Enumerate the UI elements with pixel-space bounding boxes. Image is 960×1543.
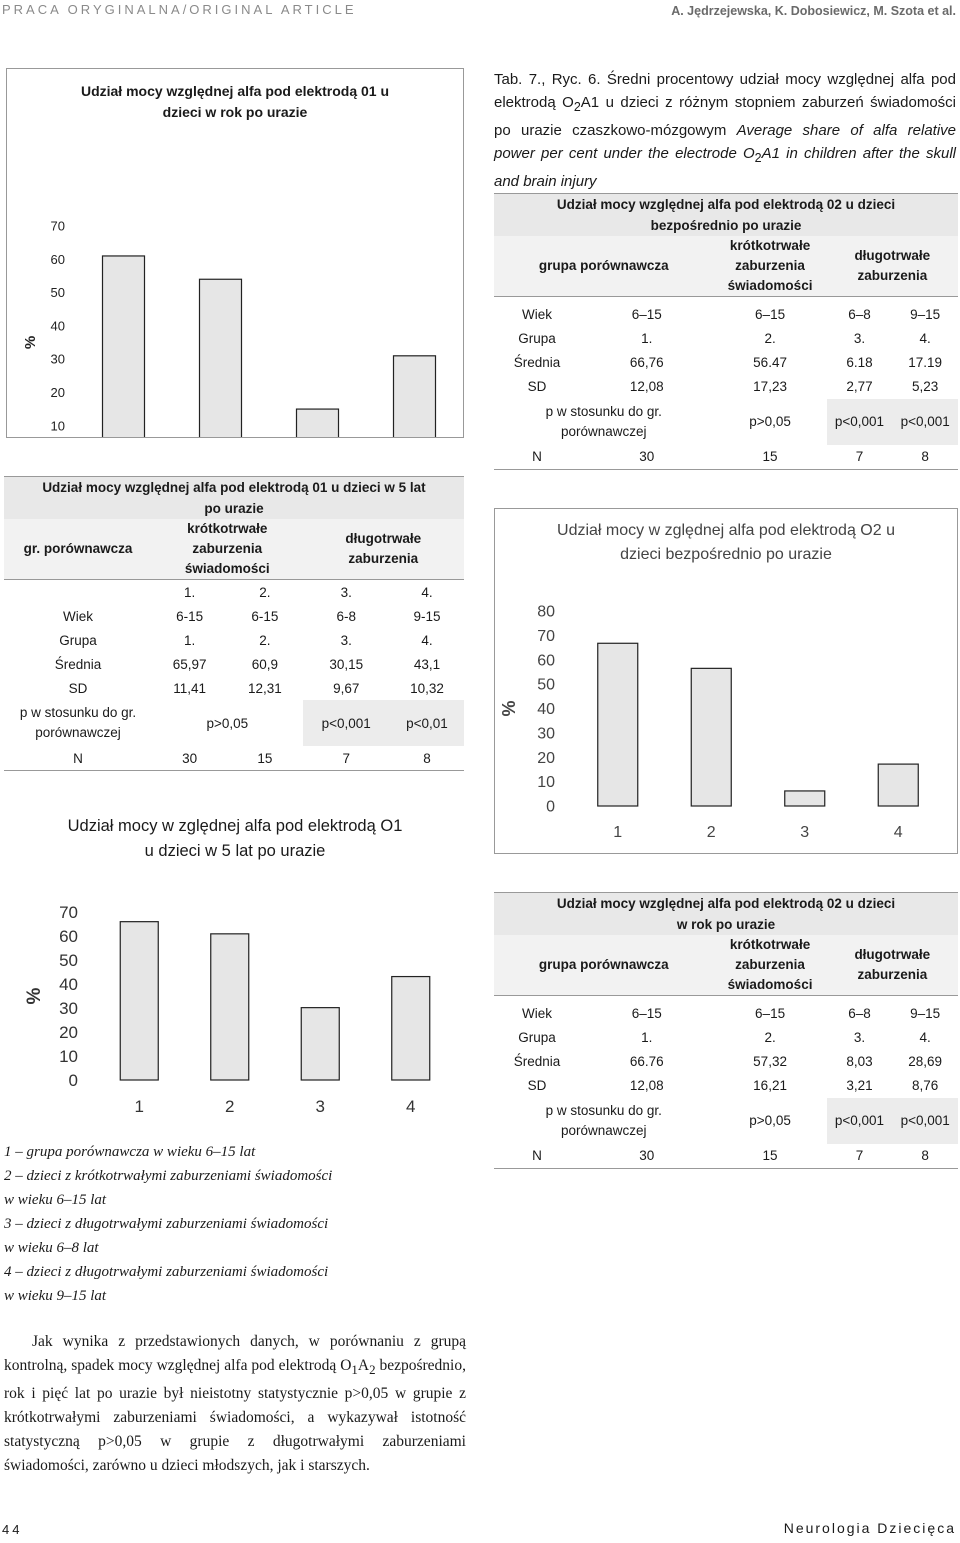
chart-alpha-O1-five-years [4, 802, 466, 1132]
p-value-long-young: p<0,001 [303, 700, 390, 746]
cell: 8 [390, 746, 464, 771]
cell: 1. [184, 632, 196, 648]
cell: 15 [713, 1144, 826, 1169]
p-label-2: porównawczej [560, 423, 647, 439]
cell: 57,32 [753, 1054, 787, 1069]
header-control: gr. porównawcza [23, 541, 133, 556]
header-long-2: zaburzenia [857, 268, 928, 283]
legend-item: 1 – grupa porównawcza w wieku 6–15 lat [4, 1144, 256, 1160]
cell: 17.19 [908, 355, 943, 370]
table-title-line1: Udział mocy względnej alfa pod elektrodą 02 u dzieci [556, 896, 896, 911]
cell: N [494, 445, 580, 470]
legend-item: w wieku 6–8 lat [4, 1240, 99, 1256]
x-tick-label: 3 [800, 824, 810, 841]
y-axis-label: % [22, 335, 39, 350]
chart-plot [7, 69, 463, 437]
y-tick-label: 0 [68, 1070, 78, 1090]
cell: 7 [827, 1144, 893, 1169]
x-tick-label: 3 [315, 1097, 325, 1116]
header-short-2: zaburzenia [192, 541, 263, 556]
chart-title-line1: Udział mocy w zględnej alfa pod elektrodą O1 [67, 817, 403, 835]
p-value-long-old: p<0,001 [892, 399, 958, 445]
cell: 9–15 [910, 307, 941, 322]
header-short-3: świadomości [184, 561, 270, 576]
p-label-1: p w stosunku do gr. [545, 403, 662, 419]
cell: 6–15 [631, 307, 662, 322]
chart-title-line2: dzieci bezpośrednio po urazie [620, 546, 832, 563]
y-tick-label: 10 [59, 1046, 78, 1066]
p-value-long-old: p<0,001 [892, 1098, 958, 1144]
table-row-p [494, 1098, 958, 1144]
legend-item: 3 – dzieci z długotrwałymi zaburzeniami świadomości [4, 1216, 329, 1232]
bar [211, 934, 249, 1080]
x-tick-label: 2 [225, 1097, 235, 1116]
cell: 43,1 [413, 656, 441, 672]
table-row-p [4, 700, 464, 746]
table-row [494, 1074, 958, 1098]
header-control: grupa porównawcza [538, 258, 669, 273]
p-value-short: p>0,05 [749, 414, 791, 429]
cell: 60,9 [251, 656, 279, 672]
x-tick-label: 1 [613, 824, 623, 841]
cell: 8,03 [846, 1054, 873, 1069]
y-tick-label: 10 [50, 418, 65, 434]
y-axis-label: % [24, 987, 45, 1005]
cell: 9-15 [413, 608, 441, 624]
table-row [494, 303, 958, 327]
table-row-n [494, 445, 958, 470]
journal-name: Neurologia Dziecięca [783, 1520, 956, 1536]
header-short-1: krótkotrwałe [729, 238, 811, 253]
table-row [494, 375, 958, 399]
cell: 7 [827, 445, 893, 470]
y-tick-label: 70 [59, 902, 78, 922]
bar [878, 764, 918, 806]
cell: 11,41 [173, 680, 207, 696]
cell: 9–15 [910, 1006, 941, 1021]
caption-text: A1 u dzieci z różnym stopniem zaburzeń świadomości po urazie czaszkowo-mózgowym [494, 94, 957, 139]
table-title-line2: po urazie [204, 501, 264, 516]
cell: 30 [152, 746, 227, 771]
bar [598, 643, 638, 806]
cell: 2. [764, 1030, 776, 1045]
legend-item: w wieku 6–15 lat [4, 1192, 107, 1208]
cell: Wiek [522, 307, 552, 322]
y-tick-label: 40 [59, 974, 78, 994]
cell: 12,08 [629, 1078, 664, 1093]
cell: 1. [641, 1030, 653, 1045]
y-tick-label: 0 [546, 798, 555, 816]
cell: 17,23 [753, 379, 787, 394]
cell: Wiek [522, 1006, 552, 1021]
y-tick-label: 50 [50, 285, 65, 301]
y-tick-label: 20 [50, 384, 65, 400]
header-long-2: zaburzenia [348, 551, 419, 566]
bar [691, 668, 731, 806]
header-control: grupa porównawcza [538, 957, 669, 972]
cell: 15 [227, 746, 302, 771]
x-tick-label: 4 [893, 824, 903, 841]
cell: 6-15 [251, 608, 279, 624]
cell: N [4, 746, 152, 771]
cell: Wiek [63, 608, 93, 624]
bar [120, 922, 158, 1080]
cell: Grupa [518, 1030, 556, 1045]
p-value-long-young: p<0,001 [827, 1098, 893, 1144]
bar [297, 409, 339, 437]
cell: 1. [641, 331, 653, 346]
cell: 3. [340, 584, 352, 600]
cell: 3. [853, 331, 866, 346]
subscript: 2 [369, 1362, 376, 1378]
cell: 30,15 [329, 656, 364, 672]
page-number: 44 [2, 1522, 23, 1537]
chart-plot [495, 509, 957, 853]
header-short-1: krótkotrwałe [729, 937, 811, 952]
body-paragraph [4, 1330, 466, 1478]
p-value-long-young: p<0,001 [827, 399, 893, 445]
cell: SD [68, 680, 88, 696]
cell [4, 580, 152, 605]
cell: 6–15 [631, 1006, 662, 1021]
bar [394, 356, 436, 437]
cell: 8 [892, 1144, 958, 1169]
cell: 6-15 [176, 608, 204, 624]
table-title-line2: bezpośrednio po urazie [650, 218, 802, 233]
cell: 4. [919, 1030, 931, 1045]
x-tick-label: 2 [706, 824, 716, 841]
p-value-short: p>0,05 [749, 1113, 791, 1128]
p-label-1: p w stosunku do gr. [545, 1102, 662, 1118]
table-alpha-01-five-years [4, 476, 464, 771]
header-short-2: zaburzenia [735, 258, 805, 273]
y-tick-label: 40 [50, 318, 65, 334]
bar [200, 279, 242, 437]
cell: 6-8 [336, 608, 356, 624]
caption-english: Average share of alfa relative power per cent under the electrode O [494, 122, 957, 162]
header-short-3: świadomości [727, 278, 813, 293]
cell: 2. [764, 331, 776, 346]
y-tick-label: 60 [59, 926, 78, 946]
y-tick-label: 70 [50, 218, 65, 234]
table-row-p [494, 399, 958, 445]
y-tick-label: 60 [50, 251, 65, 267]
p-label-1: p w stosunku do gr. [19, 705, 137, 720]
header-long-1: długotrwałe [345, 531, 422, 546]
bar [301, 1008, 339, 1080]
cell: 10,32 [410, 680, 444, 696]
chart-title-line1: Udział mocy względnej alfa pod elektrodą 01 u [80, 83, 390, 99]
table-title-line1: Udział mocy względnej alfa pod elektrodą 02 u dzieci [556, 197, 896, 212]
p-label-2: porównawczej [560, 1122, 647, 1138]
table-title-line2: w rok po urazie [676, 917, 776, 932]
header-short-3: świadomości [727, 977, 813, 992]
header-long-2: zaburzenia [857, 967, 928, 982]
table-row [4, 604, 464, 628]
cell: 66.76 [629, 1054, 664, 1069]
header-short-1: krótkotrwałe [187, 521, 268, 536]
cell: 2,77 [846, 379, 873, 394]
y-tick-label: 10 [537, 774, 555, 792]
cell: 30 [580, 445, 713, 470]
chart-title-line1: Udział mocy w zględnej alfa pod elektrodą O2 u [557, 522, 895, 539]
caption-text: Tab. 7., Ryc. 6. Średni procentowy udział mocy względnej alfa pod elektrodą O [494, 71, 956, 111]
chart-alpha-O2-immediate [494, 508, 958, 854]
bar [103, 256, 145, 437]
cell: 4. [421, 584, 433, 600]
table-alpha-02-immediate [494, 193, 958, 470]
table-row [4, 652, 464, 676]
cell: Grupa [59, 632, 97, 648]
cell: 56.47 [753, 355, 787, 370]
cell: 8 [892, 445, 958, 470]
y-tick-label: 50 [537, 676, 555, 694]
cell: 9,67 [333, 680, 360, 696]
subscript: 1 [351, 1362, 358, 1378]
cell: SD [527, 379, 547, 394]
cell: 66,76 [629, 355, 664, 370]
p-value-long-old: p<0,01 [390, 700, 464, 746]
body-text-2: A [357, 1357, 370, 1374]
author-header: A. Jędrzejewska, K. Dobosiewicz, M. Szota et al. [671, 4, 956, 18]
y-tick-label: 30 [59, 998, 78, 1018]
legend [4, 1140, 474, 1308]
section-label: PRACA ORYGINALNA/ORIGINAL ARTICLE [2, 2, 357, 17]
table-row [4, 628, 464, 652]
x-tick-label: 4 [406, 1097, 416, 1116]
cell: 3. [853, 1030, 866, 1045]
legend-item: 2 – dzieci z krótkotrwałymi zaburzeniami świadomości [4, 1168, 333, 1184]
cell: Grupa [518, 331, 556, 346]
y-tick-label: 20 [537, 749, 555, 767]
cell: 6.18 [846, 355, 873, 370]
chart-title-line2: u dzieci w 5 lat po urazie [144, 842, 326, 860]
y-tick-label: 30 [537, 725, 555, 743]
table-row-n [4, 746, 464, 771]
cell: 12,08 [629, 379, 664, 394]
x-tick-label: 1 [134, 1097, 144, 1116]
y-tick-label: 50 [59, 950, 78, 970]
y-axis-label: % [499, 700, 519, 717]
table-row [494, 351, 958, 375]
subscript: 2 [754, 151, 762, 165]
y-tick-label: 30 [50, 351, 65, 367]
cell: Średnia [54, 656, 102, 672]
cell: 8,76 [912, 1078, 939, 1093]
table-row [494, 1002, 958, 1026]
table-row [4, 676, 464, 700]
table-row [494, 1026, 958, 1050]
cell: 65,97 [172, 656, 207, 672]
y-tick-label: 70 [537, 627, 555, 645]
legend-item: 4 – dzieci z długotrwałymi zaburzeniami świadomości [4, 1264, 329, 1280]
header-short-2: zaburzenia [735, 957, 805, 972]
cell: 28,69 [908, 1054, 943, 1069]
table-row-n [494, 1144, 958, 1169]
cell: 7 [303, 746, 390, 771]
cell: 6–8 [848, 307, 871, 322]
body-text-3: bezpośrednio, rok i pięć lat po urazie był nieistotny statystycznie p>0,05 w grupie z krótkotrwałymi zaburzeniami świadomości, a wykazywał istotność statystyczną p>0,05 w grupie z długotrwałymi zaburzeniami świadomości, zarówno u dzieci młodszych, jak i starszych. [4, 1357, 466, 1475]
cell: 6–15 [755, 307, 786, 322]
cell: 4. [421, 632, 433, 648]
table-row [494, 327, 958, 351]
cell: Średnia [513, 1054, 561, 1069]
cell: 5,23 [912, 379, 939, 394]
p-value-short: p>0,05 [206, 715, 249, 731]
subscript: 2 [573, 100, 581, 114]
cell: 4. [919, 331, 931, 346]
header-long-1: długotrwałe [854, 947, 931, 962]
chart-title-line2: dzieci w rok po urazie [162, 104, 308, 120]
cell: 2. [259, 632, 271, 648]
y-tick-label: 20 [59, 1022, 78, 1042]
cell: 3,21 [846, 1078, 873, 1093]
y-tick-label: 80 [537, 603, 555, 621]
table-row [4, 580, 464, 605]
legend-item: w wieku 9–15 lat [4, 1288, 107, 1304]
bar [785, 791, 825, 806]
chart-alpha-01-one-year [6, 68, 464, 438]
cell: 12,31 [248, 680, 282, 696]
cell: 3. [340, 632, 352, 648]
body-text-1: Jak wynika z przedstawionych danych, w porównaniu z grupą kontrolną, spadek mocy względnej alfa pod elektrodą O [4, 1333, 466, 1374]
cell: 15 [713, 445, 826, 470]
cell: 1. [184, 584, 196, 600]
cell: 30 [580, 1144, 713, 1169]
figure-caption [494, 68, 956, 193]
header-long-1: długotrwałe [854, 248, 931, 263]
cell: 6–8 [848, 1006, 871, 1021]
chart-plot [4, 802, 466, 1132]
cell: 16,21 [753, 1078, 787, 1093]
y-tick-label: 60 [537, 652, 555, 670]
caption-english-tail: A1 in children after the skull and brain injury [494, 145, 957, 190]
cell: 2. [259, 584, 271, 600]
table-title-line1: Udział mocy względnej alfa pod elektrodą 01 u dzieci w 5 lat [42, 480, 426, 495]
cell: N [494, 1144, 580, 1169]
p-label-2: porównawczej [35, 725, 121, 740]
cell: SD [527, 1078, 547, 1093]
cell: 6–15 [755, 1006, 786, 1021]
cell: Średnia [513, 355, 561, 370]
y-tick-label: 40 [537, 701, 555, 719]
table-row [494, 1050, 958, 1074]
bar [392, 977, 430, 1080]
table-alpha-02-one-year [494, 892, 958, 1169]
